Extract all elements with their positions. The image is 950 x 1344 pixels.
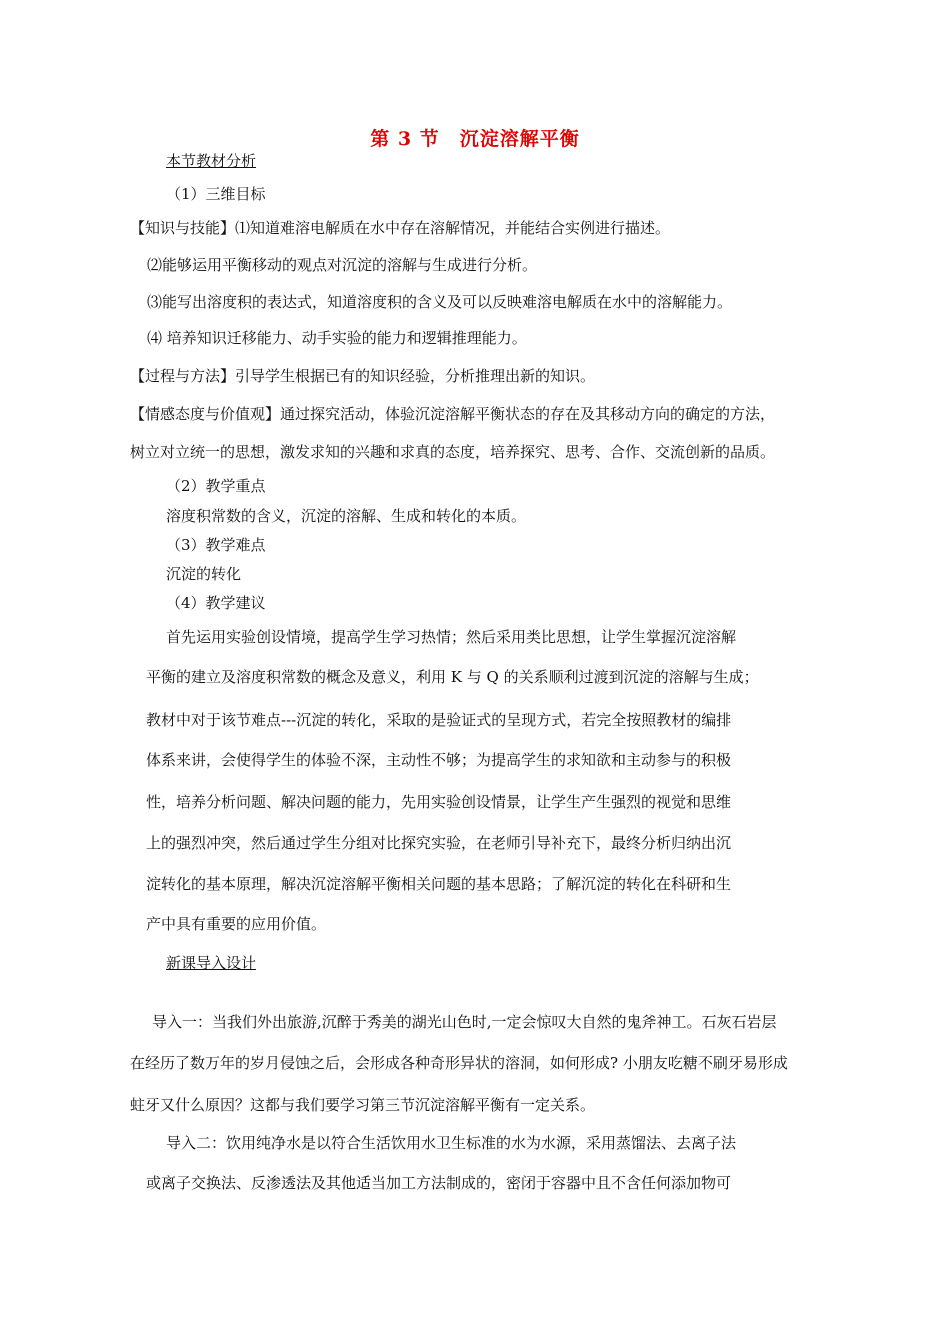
section-heading-intro: 新课导入设计 — [166, 954, 257, 972]
suggestion-line: 平衡的建立及溶度积常数的概念及意义，利用 K 与 Q 的关系顺利过渡到沉淀的溶解与生成； — [146, 668, 759, 686]
suggestion-line: 首先运用实验创设情境，提高学生学习热情；然后采用类比思想，让学生掌握沉淀溶解 — [166, 628, 737, 646]
suggestion-line: 教材中对于该节难点---沉淀的转化，采取的是验证式的呈现方式，若完全按照教材的编排 — [146, 711, 732, 729]
objective-k4: ⑷ 培养知识迁移能力、动手实验的能力和逻辑推理能力。 — [147, 329, 527, 347]
objectives-heading: （1）三维目标 — [166, 185, 266, 203]
intro1-line: 在经历了数万年的岁月侵蚀之后，会形成各种奇形异状的溶洞，如何形成? 小朋友吃糖不刷牙易形成 — [130, 1054, 788, 1072]
section-heading-analysis: 本节教材分析 — [166, 152, 257, 170]
intro2-line: 或离子交换法、反渗透法及其他适当加工方法制成的，密闭于容器中且不含任何添加物可 — [146, 1174, 732, 1192]
suggestion-line: 产中具有重要的应用价值。 — [146, 915, 327, 933]
objective-k3: ⑶能写出溶度积的表达式，知道溶度积的含义及可以反映难溶电解质在水中的溶解能力。 — [147, 293, 733, 311]
keypoint-text: 溶度积常数的含义，沉淀的溶解、生成和转化的本质。 — [166, 507, 527, 525]
objective-process: 【过程与方法】引导学生根据已有的知识经验，分析推理出新的知识。 — [130, 367, 596, 385]
suggestion-line: 上的强烈冲突，然后通过学生分组对比探究实验，在老师引导补充下，最终分析归纳出沉 — [146, 834, 732, 852]
keypoint-heading: （2）教学重点 — [166, 477, 266, 495]
suggestion-line: 体系来讲，会使得学生的体验不深，主动性不够；为提高学生的求知欲和主动参与的积极 — [146, 751, 732, 769]
suggestion-heading: （4）教学建议 — [166, 594, 266, 612]
difficulty-heading: （3）教学难点 — [166, 536, 266, 554]
objective-k2: ⑵能够运用平衡移动的观点对沉淀的溶解与生成进行分析。 — [147, 256, 538, 274]
suggestion-line: 淀转化的基本原理，解决沉淀溶解平衡相关问题的基本思路；了解沉淀的转化在科研和生 — [146, 875, 732, 893]
suggestion-line: 性，培养分析问题、解决问题的能力，先用实验创设情景，让学生产生强烈的视觉和思维 — [146, 793, 732, 811]
page-title: 第 3 节 沉淀溶解平衡 — [370, 128, 580, 150]
objective-emotion-line2: 树立对立统一的思想，激发求知的兴趣和求真的态度，培养探究、思考、合作、交流创新的品质。 — [130, 443, 776, 461]
intro2-line: 导入二：饮用纯净水是以符合生活饮用水卫生标准的水为水源，采用蒸馏法、去离子法 — [166, 1134, 737, 1152]
objective-knowledge: 【知识与技能】⑴知道难溶电解质在水中存在溶解情况，并能结合实例进行描述。 — [130, 219, 671, 237]
intro1-line: 蛀牙又什么原因？这都与我们要学习第三节沉淀溶解平衡有一定关系。 — [130, 1096, 596, 1114]
intro1-line: 导入一：当我们外出旅游,沉醉于秀美的湖光山色时,一定会惊叹大自然的鬼斧神工。石灰石岩层 — [152, 1013, 777, 1031]
objective-emotion-line1: 【情感态度与价值观】通过探究活动，体验沉淀溶解平衡状态的存在及其移动方向的确定的方法， — [130, 405, 776, 423]
difficulty-text: 沉淀的转化 — [166, 565, 242, 583]
